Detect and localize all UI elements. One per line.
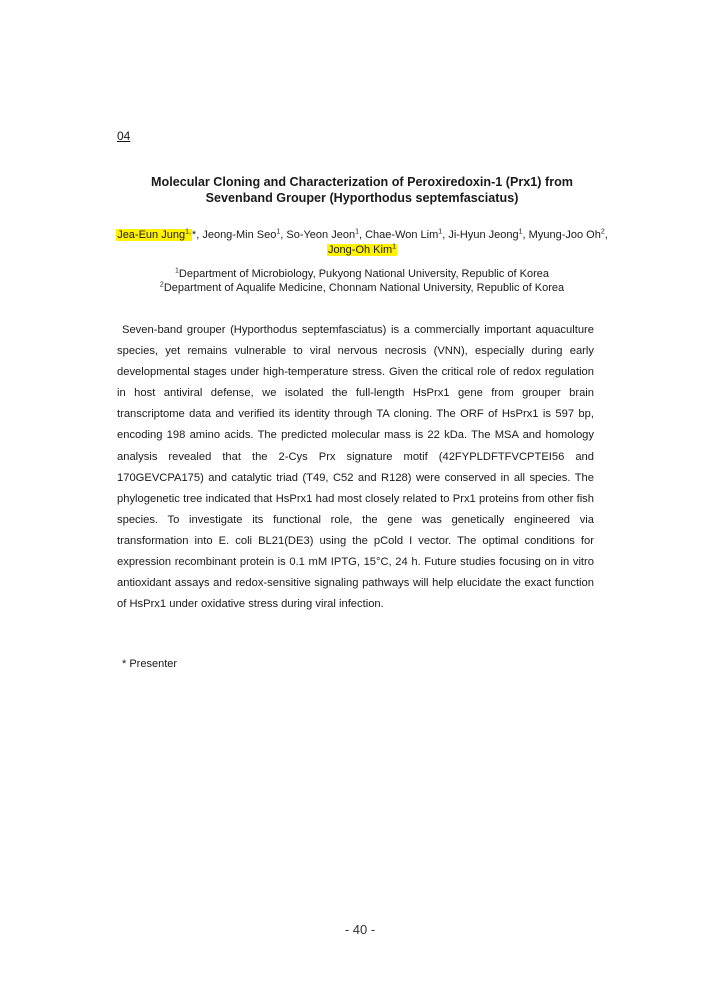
author-separator: , — [196, 229, 203, 241]
affiliation-text: Department of Microbiology, Pukyong National University, Republic of Korea — [178, 268, 549, 280]
affiliation-sup: 2 — [159, 281, 164, 289]
author-name: Myung-Joo Oh — [528, 229, 601, 241]
author — [365, 229, 442, 241]
affiliation-text: Department of Aqualife Medicine, Chonnam National University, Republic of Korea — [163, 282, 565, 294]
author-affiliation-sup: 1 — [438, 228, 443, 236]
affiliation-line — [100, 281, 624, 295]
presenter-note: * Presenter — [122, 658, 178, 670]
author-separator: , — [522, 229, 529, 241]
author-name: So-Yeon Jeon — [286, 229, 356, 241]
author-affiliation-sup: 2 — [600, 228, 605, 236]
author-affiliation-sup: 1 — [518, 228, 523, 236]
author — [327, 244, 397, 256]
author — [116, 229, 192, 241]
affiliation-list — [100, 267, 624, 295]
author-separator: , — [604, 229, 608, 241]
author-affiliation-sup: 1 — [276, 228, 281, 236]
author-affiliation-sup: 1 — [355, 228, 359, 236]
page-number: - 40 - — [344, 922, 376, 937]
author-separator: , — [280, 229, 287, 241]
paper-title: Molecular Cloning and Characterization of Peroxiredoxin-1 (Prx1) from Sevenband Grouper (Hyporthodus septemfasciatus) — [151, 175, 573, 205]
author-separator: , — [358, 229, 366, 241]
author — [202, 229, 280, 241]
author — [286, 229, 359, 241]
author-affiliation-sup: 1, — [185, 228, 191, 236]
affiliation-line — [100, 267, 624, 281]
author — [448, 229, 522, 241]
author — [529, 229, 605, 241]
author-name: Ji-Hyun Jeong — [448, 229, 519, 241]
author-separator: , — [442, 229, 449, 241]
presenter-marker: * — [191, 229, 197, 241]
abstract-number: 04 — [117, 129, 131, 143]
author-list — [110, 228, 614, 257]
author-name: Jong-Oh Kim — [327, 243, 393, 256]
author-name: Jeong-Min Seo — [202, 229, 277, 241]
author-affiliation-sup: 1 — [392, 242, 397, 250]
author-name: Jea-Eun Jung — [117, 229, 186, 241]
author-name: Chae-Won Lim — [365, 229, 439, 241]
affiliation-sup: 1 — [174, 267, 179, 275]
abstract-body: Seven-band grouper (Hyporthodus septemfasciatus) is a commercially important aquaculture species, yet remains vulnerable to viral nervous necrosis (VNN), especially during early developmental stages under high-temperature stress. Given the critical role of redox regulation in host antiviral defense, we isolated the full-length HsPrx1 gene from grouper brain transcriptome data and verified its identity through TA cloning. The ORF of HsPrx1 is 597 bp, encoding 198 amino acids. The predicted molecular mass is 22 kDa. The MSA and homology analysis revealed that the 2-Cys Prx signature motif (42FYPLDFTFVCPTEI56 and 170GEVCPA175) and catalytic triad (T49, C52 and R128) were conserved in all species. The phylogenetic tree indicated that HsPrx1 had most closely related to Prx1 proteins from other fish species. To investigate its functional role, the gene was genetically engineered via transformation into E. coli BL21(DE3) using the pCold I vector. The optimal conditions for expression recombinant protein is 0.1 mM IPTG, 15°C, 24 h. Future studies focusing on in vitro antioxidant assays and redox-sensitive signaling pathways will help elucidate the exact function of HsPrx1 under oxidative stress during viral infection. — [117, 324, 594, 611]
